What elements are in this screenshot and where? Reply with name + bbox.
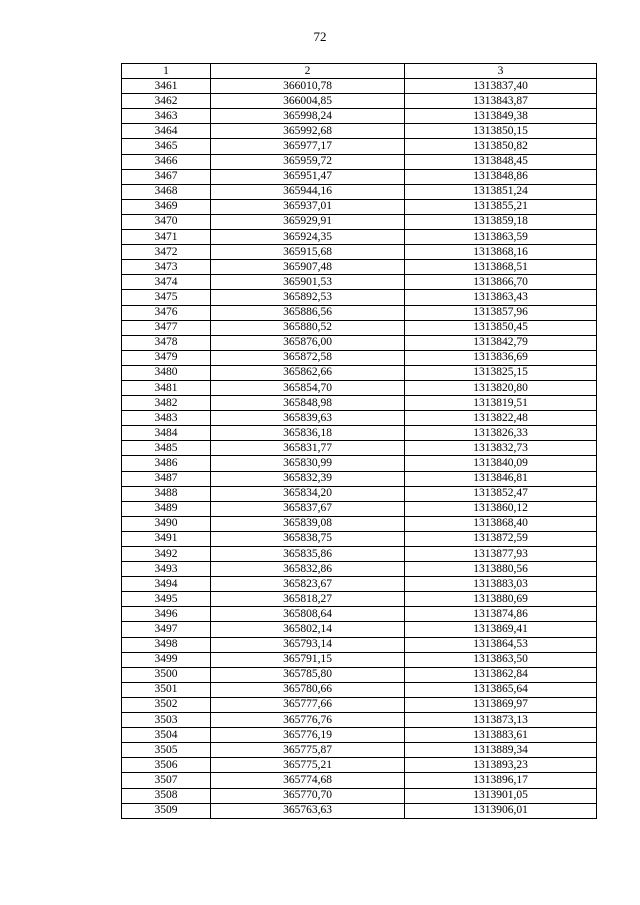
y-coordinate-cell: 1313852,47 bbox=[405, 486, 597, 501]
y-coordinate-cell: 1313863,50 bbox=[405, 652, 597, 667]
point-number-cell: 3491 bbox=[122, 531, 211, 546]
x-coordinate-cell: 365924,35 bbox=[211, 230, 405, 245]
point-number-cell: 3466 bbox=[122, 154, 211, 169]
x-coordinate-cell: 365998,24 bbox=[211, 109, 405, 124]
y-coordinate-cell: 1313866,70 bbox=[405, 275, 597, 290]
x-coordinate-cell: 365777,66 bbox=[211, 697, 405, 712]
table-row bbox=[122, 592, 597, 607]
y-coordinate-cell: 1313906,01 bbox=[405, 803, 597, 818]
table-row bbox=[122, 456, 597, 471]
y-coordinate-cell: 1313859,18 bbox=[405, 214, 597, 229]
point-number-cell: 3507 bbox=[122, 773, 211, 788]
x-coordinate-cell: 365776,76 bbox=[211, 713, 405, 728]
table-row bbox=[122, 788, 597, 803]
table-row bbox=[122, 214, 597, 229]
table-row bbox=[122, 380, 597, 395]
y-coordinate-cell: 1313826,33 bbox=[405, 426, 597, 441]
table-row bbox=[122, 486, 597, 501]
point-number-cell: 3503 bbox=[122, 713, 211, 728]
table-row bbox=[122, 290, 597, 305]
point-number-cell: 3485 bbox=[122, 441, 211, 456]
y-coordinate-cell: 1313820,80 bbox=[405, 380, 597, 395]
point-number-cell: 3500 bbox=[122, 667, 211, 682]
point-number-cell: 3481 bbox=[122, 380, 211, 395]
table-header-row bbox=[122, 64, 597, 79]
y-coordinate-cell: 1313868,40 bbox=[405, 516, 597, 531]
y-coordinate-cell: 1313825,15 bbox=[405, 365, 597, 380]
x-coordinate-cell: 365837,67 bbox=[211, 501, 405, 516]
x-coordinate-cell: 365839,63 bbox=[211, 411, 405, 426]
point-number-cell: 3473 bbox=[122, 260, 211, 275]
table-row bbox=[122, 109, 597, 124]
y-coordinate-cell: 1313863,59 bbox=[405, 230, 597, 245]
x-coordinate-cell: 365770,70 bbox=[211, 788, 405, 803]
table-row bbox=[122, 139, 597, 154]
table-row bbox=[122, 426, 597, 441]
table-row bbox=[122, 607, 597, 622]
y-coordinate-cell: 1313851,24 bbox=[405, 184, 597, 199]
point-number-cell: 3494 bbox=[122, 577, 211, 592]
point-number-cell: 3467 bbox=[122, 169, 211, 184]
y-coordinate-cell: 1313869,41 bbox=[405, 622, 597, 637]
x-coordinate-cell: 365785,80 bbox=[211, 667, 405, 682]
x-coordinate-cell: 365862,66 bbox=[211, 365, 405, 380]
y-coordinate-cell: 1313883,03 bbox=[405, 577, 597, 592]
table-row bbox=[122, 531, 597, 546]
x-coordinate-cell: 365834,20 bbox=[211, 486, 405, 501]
point-number-cell: 3495 bbox=[122, 592, 211, 607]
table-row bbox=[122, 713, 597, 728]
y-coordinate-cell: 1313874,86 bbox=[405, 607, 597, 622]
y-coordinate-cell: 1313860,12 bbox=[405, 501, 597, 516]
point-number-cell: 3493 bbox=[122, 562, 211, 577]
y-coordinate-cell: 1313846,81 bbox=[405, 471, 597, 486]
x-coordinate-cell: 365802,14 bbox=[211, 622, 405, 637]
x-coordinate-cell: 365907,48 bbox=[211, 260, 405, 275]
table-row bbox=[122, 335, 597, 350]
point-number-cell: 3463 bbox=[122, 109, 211, 124]
x-coordinate-cell: 365880,52 bbox=[211, 320, 405, 335]
point-number-cell: 3506 bbox=[122, 758, 211, 773]
x-coordinate-cell: 365823,67 bbox=[211, 577, 405, 592]
point-number-cell: 3489 bbox=[122, 501, 211, 516]
point-number-cell: 3468 bbox=[122, 184, 211, 199]
point-number-cell: 3505 bbox=[122, 743, 211, 758]
point-number-cell: 3482 bbox=[122, 396, 211, 411]
x-coordinate-cell: 365776,19 bbox=[211, 728, 405, 743]
table-row bbox=[122, 471, 597, 486]
y-coordinate-cell: 1313849,38 bbox=[405, 109, 597, 124]
y-coordinate-cell: 1313850,45 bbox=[405, 320, 597, 335]
y-coordinate-cell: 1313843,87 bbox=[405, 94, 597, 109]
point-number-cell: 3477 bbox=[122, 320, 211, 335]
x-coordinate-cell: 365791,15 bbox=[211, 652, 405, 667]
x-coordinate-cell: 365830,99 bbox=[211, 456, 405, 471]
table-row bbox=[122, 79, 597, 94]
table-row bbox=[122, 275, 597, 290]
y-coordinate-cell: 1313819,51 bbox=[405, 396, 597, 411]
x-coordinate-cell: 365892,53 bbox=[211, 290, 405, 305]
x-coordinate-cell: 365951,47 bbox=[211, 169, 405, 184]
table-row bbox=[122, 637, 597, 652]
table-row bbox=[122, 667, 597, 682]
table-row bbox=[122, 350, 597, 365]
point-number-cell: 3501 bbox=[122, 682, 211, 697]
y-coordinate-cell: 1313869,97 bbox=[405, 697, 597, 712]
table-row bbox=[122, 622, 597, 637]
point-number-cell: 3472 bbox=[122, 245, 211, 260]
table-row bbox=[122, 154, 597, 169]
y-coordinate-cell: 1313872,59 bbox=[405, 531, 597, 546]
table-row bbox=[122, 743, 597, 758]
table-row bbox=[122, 260, 597, 275]
x-coordinate-cell: 365937,01 bbox=[211, 199, 405, 214]
x-coordinate-cell: 365832,39 bbox=[211, 471, 405, 486]
x-coordinate-cell: 365876,00 bbox=[211, 335, 405, 350]
point-number-cell: 3492 bbox=[122, 547, 211, 562]
point-number-cell: 3488 bbox=[122, 486, 211, 501]
y-coordinate-cell: 1313832,73 bbox=[405, 441, 597, 456]
point-number-cell: 3487 bbox=[122, 471, 211, 486]
x-coordinate-cell: 366010,78 bbox=[211, 79, 405, 94]
table-row bbox=[122, 697, 597, 712]
table-row bbox=[122, 501, 597, 516]
y-coordinate-cell: 1313848,45 bbox=[405, 154, 597, 169]
point-number-cell: 3498 bbox=[122, 637, 211, 652]
table-row bbox=[122, 577, 597, 592]
table-row bbox=[122, 184, 597, 199]
x-coordinate-cell: 365929,91 bbox=[211, 214, 405, 229]
table-row bbox=[122, 94, 597, 109]
y-coordinate-cell: 1313868,51 bbox=[405, 260, 597, 275]
y-coordinate-cell: 1313865,64 bbox=[405, 682, 597, 697]
table-row bbox=[122, 728, 597, 743]
column-header-2: 2 bbox=[211, 64, 405, 79]
y-coordinate-cell: 1313877,93 bbox=[405, 547, 597, 562]
y-coordinate-cell: 1313842,79 bbox=[405, 335, 597, 350]
table-row bbox=[122, 547, 597, 562]
point-number-cell: 3474 bbox=[122, 275, 211, 290]
x-coordinate-cell: 365944,16 bbox=[211, 184, 405, 199]
table-row bbox=[122, 396, 597, 411]
point-number-cell: 3476 bbox=[122, 305, 211, 320]
point-number-cell: 3471 bbox=[122, 230, 211, 245]
x-coordinate-cell: 365780,66 bbox=[211, 682, 405, 697]
x-coordinate-cell: 365848,98 bbox=[211, 396, 405, 411]
x-coordinate-cell: 366004,85 bbox=[211, 94, 405, 109]
point-number-cell: 3497 bbox=[122, 622, 211, 637]
point-number-cell: 3465 bbox=[122, 139, 211, 154]
point-number-cell: 3499 bbox=[122, 652, 211, 667]
table-row bbox=[122, 320, 597, 335]
x-coordinate-cell: 365886,56 bbox=[211, 305, 405, 320]
y-coordinate-cell: 1313840,09 bbox=[405, 456, 597, 471]
x-coordinate-cell: 365774,68 bbox=[211, 773, 405, 788]
y-coordinate-cell: 1313896,17 bbox=[405, 773, 597, 788]
x-coordinate-cell: 365854,70 bbox=[211, 380, 405, 395]
x-coordinate-cell: 365793,14 bbox=[211, 637, 405, 652]
column-header-3: 3 bbox=[405, 64, 597, 79]
x-coordinate-cell: 365763,63 bbox=[211, 803, 405, 818]
y-coordinate-cell: 1313862,84 bbox=[405, 667, 597, 682]
table-row bbox=[122, 682, 597, 697]
point-number-cell: 3490 bbox=[122, 516, 211, 531]
y-coordinate-cell: 1313855,21 bbox=[405, 199, 597, 214]
point-number-cell: 3509 bbox=[122, 803, 211, 818]
x-coordinate-cell: 365872,58 bbox=[211, 350, 405, 365]
y-coordinate-cell: 1313864,53 bbox=[405, 637, 597, 652]
point-number-cell: 3461 bbox=[122, 79, 211, 94]
point-number-cell: 3496 bbox=[122, 607, 211, 622]
table-row bbox=[122, 245, 597, 260]
table-row bbox=[122, 199, 597, 214]
x-coordinate-cell: 365832,86 bbox=[211, 562, 405, 577]
table-body bbox=[122, 79, 597, 819]
y-coordinate-cell: 1313837,40 bbox=[405, 79, 597, 94]
y-coordinate-cell: 1313873,13 bbox=[405, 713, 597, 728]
table-row bbox=[122, 652, 597, 667]
y-coordinate-cell: 1313850,15 bbox=[405, 124, 597, 139]
table-row bbox=[122, 516, 597, 531]
table-row bbox=[122, 773, 597, 788]
table-row bbox=[122, 365, 597, 380]
y-coordinate-cell: 1313880,69 bbox=[405, 592, 597, 607]
page-number: 72 bbox=[313, 29, 327, 44]
point-number-cell: 3486 bbox=[122, 456, 211, 471]
y-coordinate-cell: 1313883,61 bbox=[405, 728, 597, 743]
y-coordinate-cell: 1313857,96 bbox=[405, 305, 597, 320]
y-coordinate-cell: 1313836,69 bbox=[405, 350, 597, 365]
point-number-cell: 3483 bbox=[122, 411, 211, 426]
x-coordinate-cell: 365915,68 bbox=[211, 245, 405, 260]
y-coordinate-cell: 1313868,16 bbox=[405, 245, 597, 260]
x-coordinate-cell: 365839,08 bbox=[211, 516, 405, 531]
x-coordinate-cell: 365992,68 bbox=[211, 124, 405, 139]
y-coordinate-cell: 1313848,86 bbox=[405, 169, 597, 184]
table-row bbox=[122, 441, 597, 456]
table-row bbox=[122, 305, 597, 320]
point-number-cell: 3478 bbox=[122, 335, 211, 350]
table-row bbox=[122, 562, 597, 577]
x-coordinate-cell: 365818,27 bbox=[211, 592, 405, 607]
y-coordinate-cell: 1313893,23 bbox=[405, 758, 597, 773]
table-row bbox=[122, 411, 597, 426]
x-coordinate-cell: 365831,77 bbox=[211, 441, 405, 456]
table-row bbox=[122, 169, 597, 184]
y-coordinate-cell: 1313901,05 bbox=[405, 788, 597, 803]
y-coordinate-cell: 1313863,43 bbox=[405, 290, 597, 305]
x-coordinate-cell: 365836,18 bbox=[211, 426, 405, 441]
point-number-cell: 3480 bbox=[122, 365, 211, 380]
point-number-cell: 3504 bbox=[122, 728, 211, 743]
point-number-cell: 3464 bbox=[122, 124, 211, 139]
point-number-cell: 3502 bbox=[122, 697, 211, 712]
x-coordinate-cell: 365808,64 bbox=[211, 607, 405, 622]
point-number-cell: 3462 bbox=[122, 94, 211, 109]
point-number-cell: 3479 bbox=[122, 350, 211, 365]
point-number-cell: 3470 bbox=[122, 214, 211, 229]
table-row bbox=[122, 230, 597, 245]
table-row bbox=[122, 758, 597, 773]
x-coordinate-cell: 365835,86 bbox=[211, 547, 405, 562]
point-number-cell: 3484 bbox=[122, 426, 211, 441]
y-coordinate-cell: 1313822,48 bbox=[405, 411, 597, 426]
x-coordinate-cell: 365775,87 bbox=[211, 743, 405, 758]
point-number-cell: 3508 bbox=[122, 788, 211, 803]
coordinates-table bbox=[121, 63, 597, 819]
y-coordinate-cell: 1313889,34 bbox=[405, 743, 597, 758]
x-coordinate-cell: 365977,17 bbox=[211, 139, 405, 154]
y-coordinate-cell: 1313850,82 bbox=[405, 139, 597, 154]
point-number-cell: 3475 bbox=[122, 290, 211, 305]
x-coordinate-cell: 365959,72 bbox=[211, 154, 405, 169]
column-header-1: 1 bbox=[122, 64, 211, 79]
x-coordinate-cell: 365775,21 bbox=[211, 758, 405, 773]
x-coordinate-cell: 365838,75 bbox=[211, 531, 405, 546]
y-coordinate-cell: 1313880,56 bbox=[405, 562, 597, 577]
x-coordinate-cell: 365901,53 bbox=[211, 275, 405, 290]
point-number-cell: 3469 bbox=[122, 199, 211, 214]
table-row bbox=[122, 803, 597, 818]
table-row bbox=[122, 124, 597, 139]
